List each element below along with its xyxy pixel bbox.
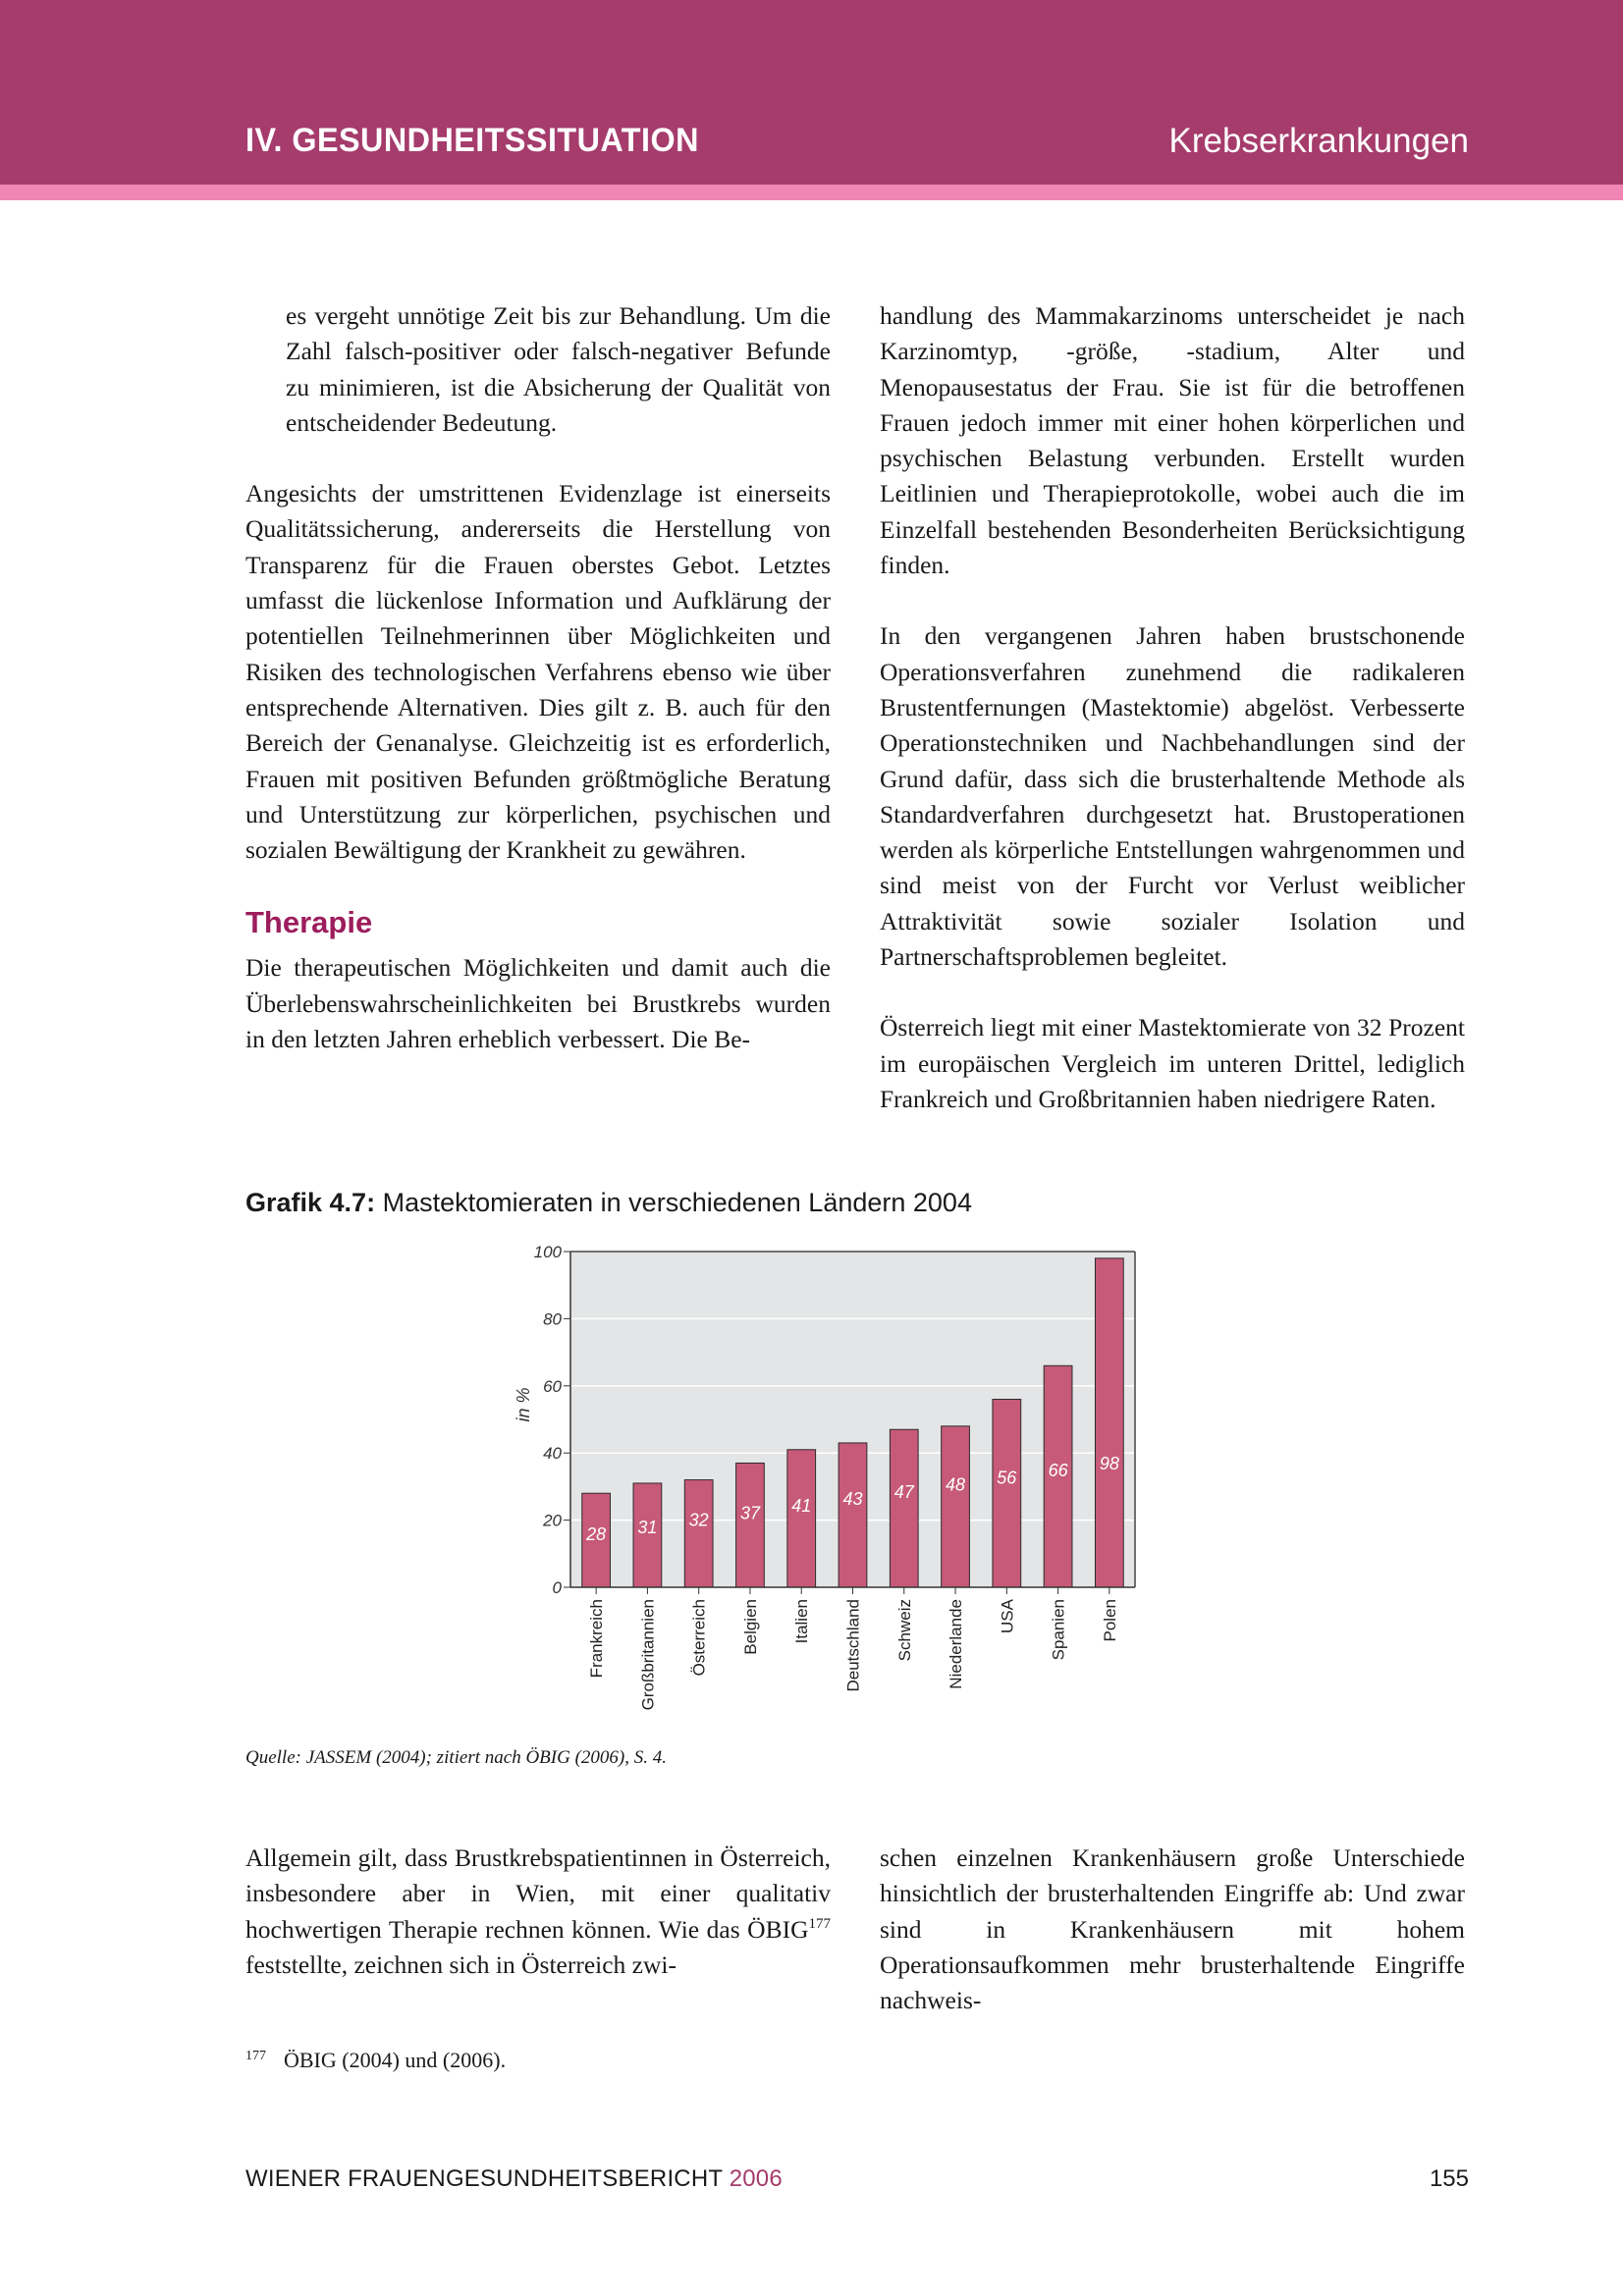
x-category-label: Spanien xyxy=(1049,1599,1068,1661)
paragraph: In den vergangenen Jahren haben brustschonende Operationsverfahren zunehmend die radikaleren Brustentfernungen (Mastektomie) abgelöst. Verbesserte Operationstechniken und Nachbehandlungen sind der Grund dafür, dass sich die brusterhaltende Methode als Standardverfahren durchgesetzt hat. Brustoperationen werden als körperliche Entstellungen wahrgenommen und sind meist von der Furcht vor Verlust weiblicher Attraktivität sowie sozialer Isolation und Partnerschaftsproblemen begleitet. xyxy=(880,621,1465,972)
x-category-label: Frankreich xyxy=(587,1599,607,1679)
figure-source: Quelle: JASSEM (2004); zitiert nach ÖBIG (2006), S. 4. xyxy=(245,1747,667,1768)
bar-value-label: 37 xyxy=(739,1503,760,1523)
footnote-number: 177 xyxy=(245,2048,266,2063)
y-tick-label: 40 xyxy=(543,1444,562,1464)
x-category-label: Niederlande xyxy=(947,1599,966,1689)
x-category-label: Deutschland xyxy=(843,1599,863,1692)
bottom-right-column xyxy=(880,1841,1465,2018)
y-tick-label: 60 xyxy=(543,1376,562,1396)
x-category-label: USA xyxy=(998,1599,1017,1633)
footer-report-title: WIENER FRAUENGESUNDHEITSBERICHT xyxy=(245,2165,723,2192)
x-category-label: Polen xyxy=(1100,1599,1119,1642)
bar-value-label: 48 xyxy=(946,1474,966,1495)
bar-chart xyxy=(491,1235,1178,1726)
bar xyxy=(1095,1258,1123,1587)
section-title: IV. GESUNDHEITSSITUATION xyxy=(245,122,699,159)
bar-value-label: 41 xyxy=(791,1496,812,1517)
x-category-label: Großbritannien xyxy=(638,1599,658,1711)
y-tick-label: 100 xyxy=(533,1243,562,1261)
bar-value-label: 47 xyxy=(893,1481,914,1502)
paragraph: handlung des Mammakarzinoms unterscheidet je nach Karzinomtyp, -größe, -stadium, Alter und Menopausestatus der Frau. Sie ist für die betroffenen Frauen jedoch immer mit einer hohen körperlichen und psychischen Belastung verbunden. Erstellt wurden Leitlinien und Therapieprotokolle, wobei auch die im Einzelfall bestehenden Besonderheiten Berücksichtigung finden. xyxy=(880,301,1465,580)
y-axis-label: in % xyxy=(514,1387,533,1422)
y-tick-label: 20 xyxy=(543,1511,562,1530)
figure-caption xyxy=(245,1188,972,1218)
bar xyxy=(942,1426,970,1587)
x-category-label: Belgien xyxy=(740,1599,760,1655)
subheading-therapie: Therapie xyxy=(245,905,373,940)
bottom-left-column xyxy=(245,1841,831,1983)
bar xyxy=(736,1463,765,1587)
page-number: 155 xyxy=(1429,2165,1469,2192)
left-column xyxy=(245,298,831,1057)
footnote-ref: 177 xyxy=(808,1915,831,1932)
bar-value-label: 32 xyxy=(688,1510,709,1530)
figure-title: Mastektomieraten in verschiedenen Ländern 2004 xyxy=(382,1188,972,1217)
paragraph: es vergeht unnötige Zeit bis zur Behandlung. Um die Zahl falsch-positiver oder falsch-negativer Befunde zu minimieren, ist die Absicherung der Qualität von entscheidender Bedeutung. xyxy=(286,301,831,437)
bar xyxy=(684,1480,713,1587)
bar-value-label: 28 xyxy=(586,1524,607,1544)
y-tick-label: 80 xyxy=(543,1309,562,1329)
paragraph-text: feststellte, zeichnen sich in Österreich zwi- xyxy=(245,1949,676,1979)
bar xyxy=(890,1429,918,1587)
bar-value-label: 31 xyxy=(637,1517,658,1537)
bar xyxy=(839,1443,867,1587)
bar-value-label: 98 xyxy=(1099,1454,1119,1473)
footer-report xyxy=(245,2165,783,2193)
bar-value-label: 66 xyxy=(1048,1461,1068,1481)
bar xyxy=(993,1399,1021,1587)
topic-title: Krebserkrankungen xyxy=(1168,122,1469,160)
header-stripe xyxy=(0,185,1623,200)
figure-label: Grafik 4.7: xyxy=(245,1188,376,1217)
bar-value-label: 43 xyxy=(842,1489,863,1509)
paragraph-text: Allgemein gilt, dass Brustkrebspatientinnen in Österreich, insbesondere aber in Wien, mit einer qualitativ hochwertigen Therapie rechnen können. Wie das ÖBIG xyxy=(245,1843,831,1944)
paragraph xyxy=(245,1841,831,1983)
paragraph: schen einzelnen Krankenhäusern große Unterschiede hinsichtlich der brusterhaltenden Eingriffe ab: Und zwar sind in Krankenhäusern mit hohem Operationsaufkommen mehr brusterhaltende Eingriffe nachweis- xyxy=(880,1843,1465,2015)
paragraph: Österreich liegt mit einer Mastektomierate von 32 Prozent im europäischen Vergleich im unteren Drittel, lediglich Frankreich und Großbritannien haben niedrigere Raten. xyxy=(880,1013,1465,1113)
footer-year: 2006 xyxy=(729,2165,783,2192)
x-category-label: Schweiz xyxy=(894,1599,914,1662)
x-category-label: Italien xyxy=(792,1599,812,1644)
paragraph: Angesichts der umstrittenen Evidenzlage ist einerseits Qualitätssicherung, andererseits die Herstellung von Transparenz für die Frauen oberstes Gebot. Letztes umfasst die lückenlose Information und Aufklärung der potentiellen Teilnehmerinnen über Möglichkeiten und Risiken des technologischen Verfahrens ebenso wie über entsprechende Alternativen. Dies gilt z. B. auch für den Bereich der Genanalyse. Gleichzeitig ist es erforderlich, Frauen mit positiven Befunden größtmögliche Beratung und Unterstützung zur körperlichen, psychischen und sozialen Bewältigung der Krankheit zu gewähren. xyxy=(245,479,831,865)
y-tick-label: 0 xyxy=(552,1578,562,1597)
x-category-label: Österreich xyxy=(689,1599,709,1677)
paragraph: Die therapeutischen Möglichkeiten und damit auch die Überlebenswahrscheinlichkeiten bei Brustkrebs wurden in den letzten Jahren erheblich verbessert. Die Be- xyxy=(245,953,831,1054)
footnote-text: ÖBIG (2004) und (2006). xyxy=(284,2048,507,2072)
bar-value-label: 56 xyxy=(997,1468,1017,1488)
footnote xyxy=(245,2048,506,2073)
right-column xyxy=(880,298,1465,1117)
bar xyxy=(787,1450,816,1587)
